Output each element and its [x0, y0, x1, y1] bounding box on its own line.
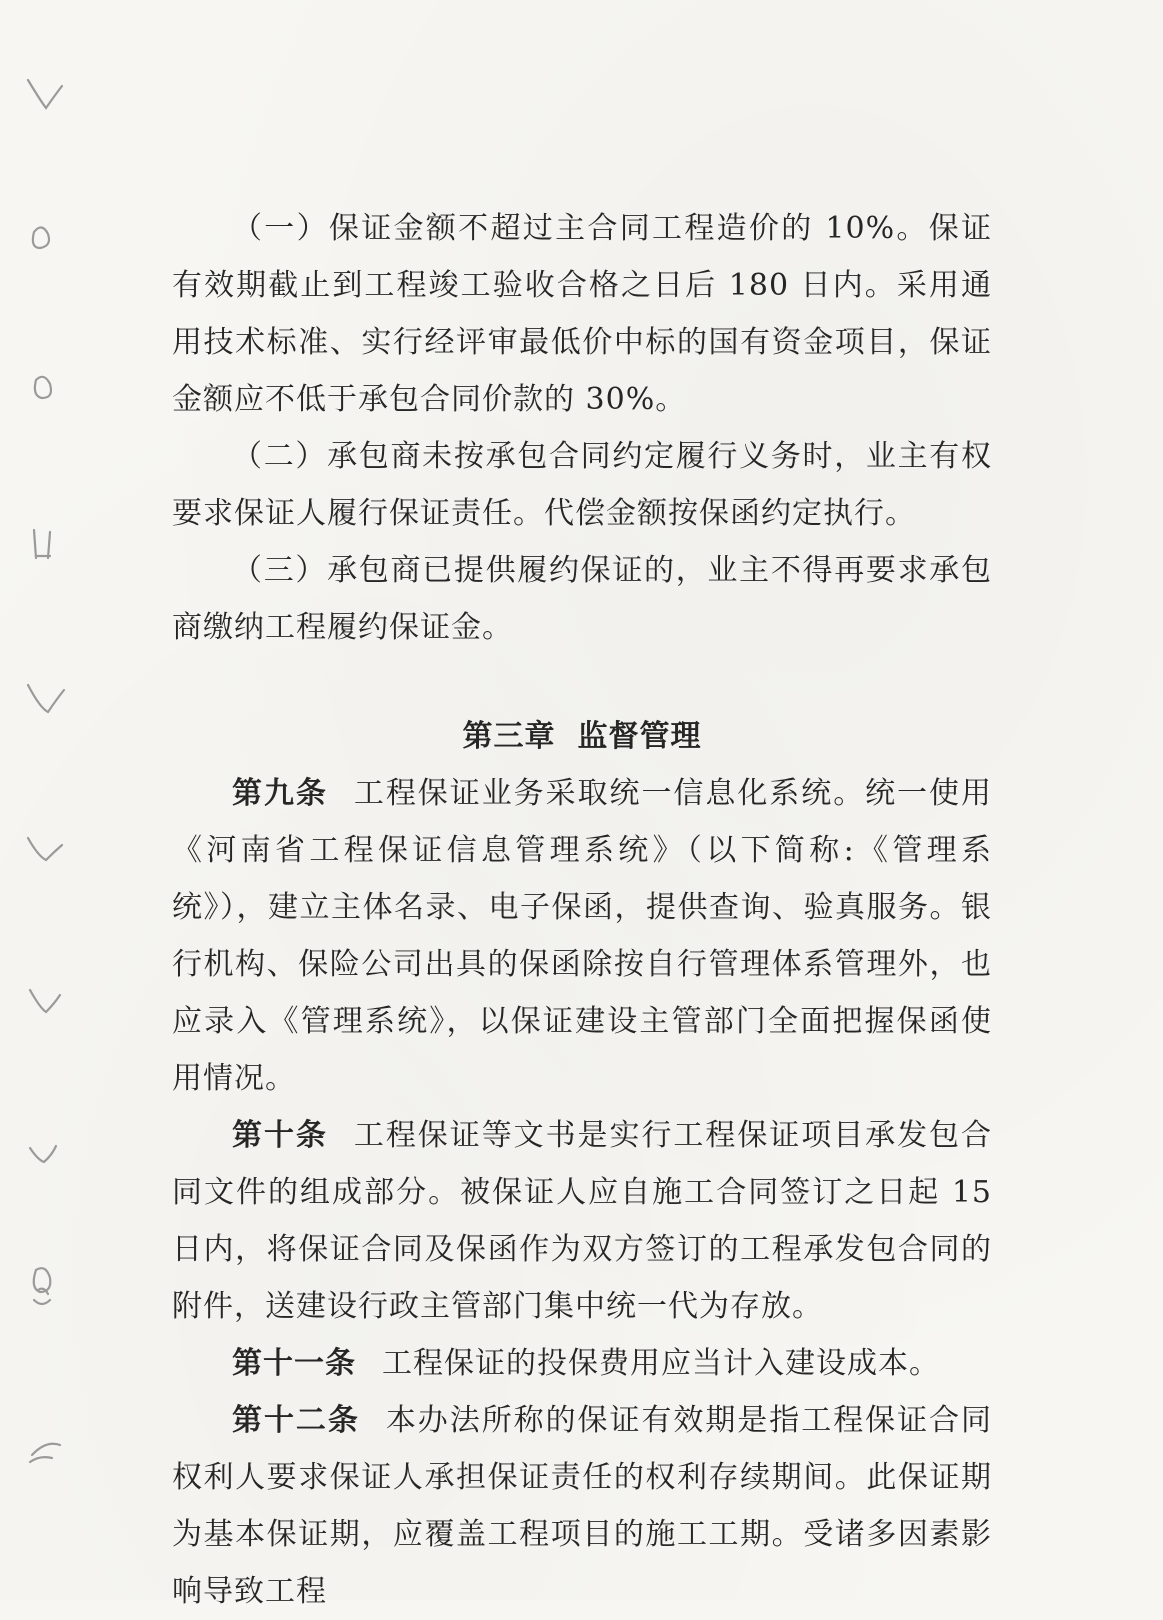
article-text: 本办法所称的保证有效期是指工程保证合同权利人要求保证人承担保证责任的权利存续期间。此保证期为基本保证期，应覆盖工程项目的施工工期。受诸多因素影响导致工程 [172, 1403, 993, 1609]
clause-three: （三）承包商已提供履约保证的，业主不得再要求承包商缴纳工程履约保证金。 [172, 553, 992, 645]
chapter-title: 监督管理 [577, 719, 702, 754]
chapter-heading [172, 708, 992, 765]
article-eleven [172, 1335, 992, 1392]
article-label: 第十一条 [232, 1346, 356, 1381]
clause-two: （二）承包商未按承包合同约定履行义务时，业主有权要求保证人履行保证责任。代偿金额按保函约定执行。 [172, 439, 992, 531]
article-label: 第十条 [232, 1118, 328, 1153]
document-body [172, 200, 992, 1620]
clause-one: （一）保证金额不超过主合同工程造价的 10%。保证有效期截止到工程竣工验收合格之日后 180 日内。采用通用技术标准、实行经评审最低价中标的国有资金项目，保证金额应不低于承包合同价款的 30%。 [172, 211, 992, 417]
article-label: 第九条 [232, 776, 328, 811]
article-label: 第十二条 [232, 1403, 360, 1438]
binding-hole-marks [0, 0, 90, 1600]
article-twelve [172, 1392, 992, 1620]
article-text: 工程保证等文书是实行工程保证项目承发包合同文件的组成部分。被保证人应自施工合同签订之日起 15 日内，将保证合同及保函作为双方签订的工程承发包合同的附件，送建设行政主管部门集中统一代为存放。 [172, 1118, 993, 1324]
article-nine [172, 765, 992, 1107]
article-ten [172, 1107, 992, 1335]
chapter-number: 第三章 [462, 719, 556, 754]
article-text: 工程保证业务采取统一信息化系统。统一使用《河南省工程保证信息管理系统》（以下简称:《管理系统》），建立主体名录、电子保函，提供查询、验真服务。银行机构、保险公司出具的保函除按自行管理体系管理外，也应录入《管理系统》，以保证建设主管部门全面把握保函使用情况。 [172, 776, 993, 1096]
article-text: 工程保证的投保费用应当计入建设成本。 [382, 1346, 940, 1381]
